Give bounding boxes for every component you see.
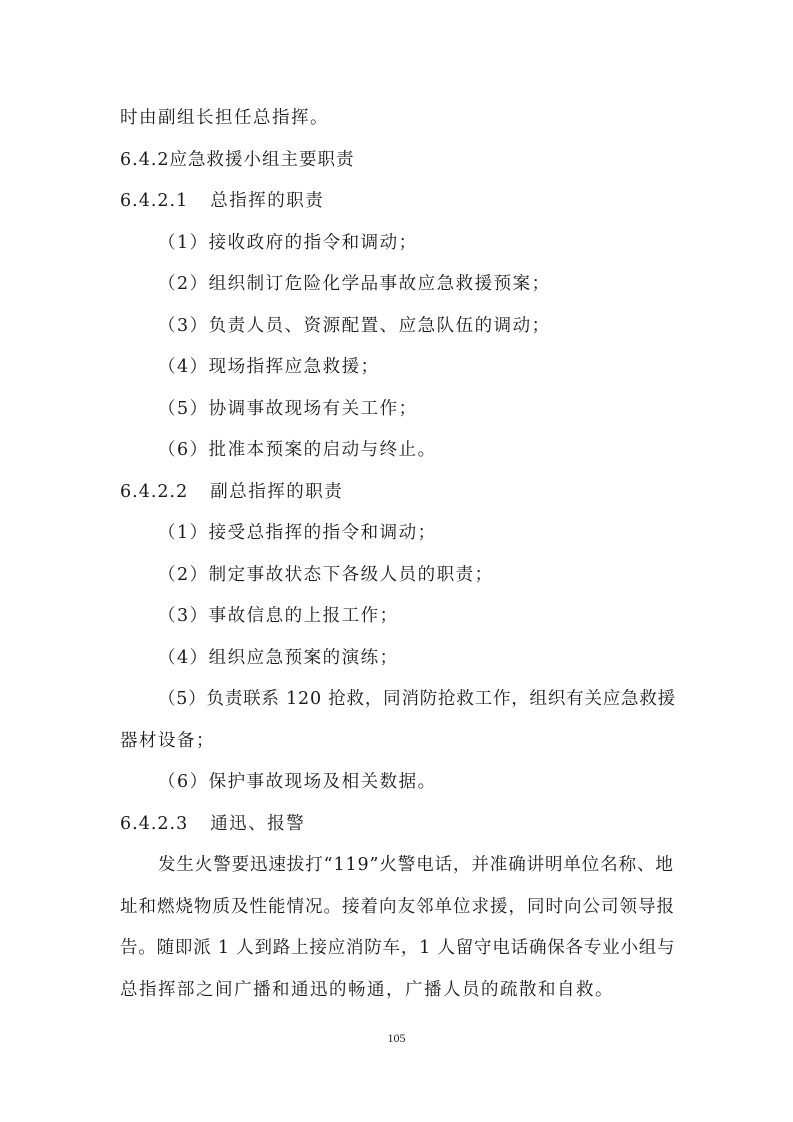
- paragraph-line: 时由副组长担任总指挥。: [120, 108, 329, 128]
- subsection-heading: [120, 480, 343, 504]
- subsection-heading: [120, 189, 324, 213]
- paragraph-line: 发生火警要迅速拔打“119”火警电话，并准确讲明单位名称、地: [158, 855, 674, 875]
- list-item: （1）接受总指挥的指令和调动；: [158, 523, 437, 543]
- subsection-title: 通迅、报警: [210, 814, 306, 834]
- subsection-number: 6.4.2.1: [120, 191, 189, 211]
- list-item: （5）协调事故现场有关工作；: [158, 399, 418, 419]
- subsection-number: 6.4.2.3: [120, 814, 189, 834]
- list-item: （3）事故信息的上报工作；: [158, 606, 399, 626]
- subsection-heading: [120, 812, 305, 836]
- paragraph-line: 总指挥部之间广播和通迅的畅通，广播人员的疏散和自救。: [120, 980, 614, 1000]
- page-number: 105: [387, 1031, 406, 1045]
- list-item: （5）负责联系 120 抢救，同消防抢救工作，组织有关应急救援: [158, 689, 676, 709]
- section-heading: 6.4.2应急救援小组主要职责: [120, 150, 355, 170]
- list-item: （4）组织应急预案的演练；: [158, 648, 399, 668]
- list-item: （6）批准本预案的启动与终止。: [158, 440, 437, 460]
- subsection-number: 6.4.2.2: [120, 482, 189, 502]
- subsection-title: 副总指挥的职责: [210, 482, 344, 502]
- subsection-title: 总指挥的职责: [210, 191, 325, 211]
- list-item: （2）组织制订危险化学品事故应急救援预案；: [158, 274, 551, 294]
- list-item-continuation: 器材设备；: [120, 731, 215, 751]
- list-item: （3）负责人员、资源配置、应急队伍的调动；: [158, 316, 551, 336]
- paragraph-line: 告。随即派 1 人到路上接应消防车，1 人留守电话确保各专业小组与: [120, 938, 676, 958]
- paragraph-line: 址和燃烧物质及性能情况。接着向友邻单位求援，同时向公司领导报: [120, 897, 675, 917]
- list-item: （4）现场指挥应急救援；: [158, 357, 380, 377]
- list-item: （1）接收政府的指令和调动；: [158, 233, 418, 253]
- list-item: （2）制定事故状态下各级人员的职责；: [158, 565, 494, 585]
- list-item: （6）保护事故现场及相关数据。: [158, 772, 437, 792]
